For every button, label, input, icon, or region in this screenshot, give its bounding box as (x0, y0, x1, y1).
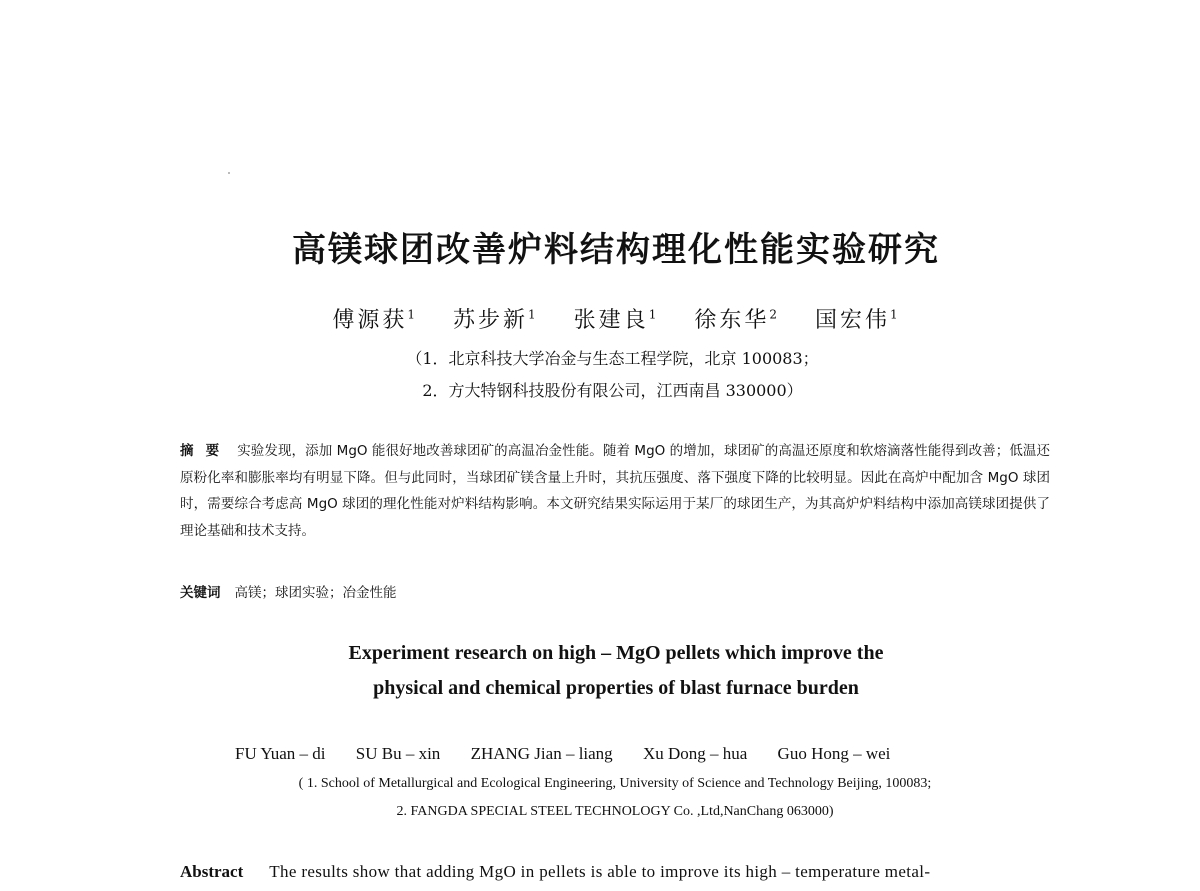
chinese-title: 高镁球团改善炉料结构理化性能实验研究 (292, 230, 940, 270)
chinese-keywords (180, 581, 397, 601)
author-affiliation-mark: 2 (769, 307, 777, 322)
english-abstract (180, 862, 1060, 882)
chinese-author (453, 308, 536, 333)
author-name: 傅源获 (332, 308, 408, 333)
english-affiliation-1: ( 1. School of Metallurgical and Ecological Engineering, University of Science and Technology Beijing, 100083; (298, 776, 932, 791)
chinese-affiliation-2: 2．方大特钢科技股份有限公司，江西南昌 330000） (422, 381, 803, 400)
chinese-abstract-label: 摘要 (180, 443, 232, 459)
author-name: 张建良 (573, 308, 649, 333)
chinese-author (694, 308, 777, 333)
chinese-affiliation-1: （1．北京科技大学冶金与生态工程学院，北京 100083； (406, 349, 819, 368)
english-author: FU Yuan – di (235, 744, 326, 763)
author-affiliation-mark: 1 (890, 307, 898, 322)
english-author: SU Bu – xin (355, 744, 441, 763)
english-affiliation-2: 2. FANGDA SPECIAL STEEL TECHNOLOGY Co. ,Ltd,NanChang 063000) (396, 804, 834, 819)
chinese-abstract-text: 实验发现，添加 MgO 能很好地改善球团矿的高温冶金性能。随着 MgO 的增加，球团矿的高温还原度和软熔滴落性能得到改善；低温还原粉化率和膨胀率均有明显下降。但与此同时，当球团矿镁含量上升时，其抗压强度、落下强度下降的比较明显。因此在高炉中配加含 MgO 球团时，需要综合考虑高 MgO 球团的理化性能对炉料结构影响。本文研究结果实际运用于某厂的球团生产，为其高炉炉料结构中添加高镁球团提供了理论基础和技术支持。 (180, 443, 1051, 539)
chinese-abstract (180, 438, 1050, 544)
author-name: 苏步新 (453, 308, 529, 333)
english-author: ZHANG Jian – liang (470, 744, 613, 763)
english-abstract-text: The results show that adding MgO in pellets is able to improve its high – temperature metal- (269, 862, 931, 881)
author-name: 徐东华 (694, 308, 770, 333)
chinese-author (815, 308, 898, 333)
author-affiliation-mark: 1 (648, 307, 657, 322)
english-author-list (235, 744, 1015, 764)
english-abstract-label: Abstract (180, 862, 244, 881)
author-affiliation-mark: 1 (528, 307, 536, 322)
chinese-author-list (0, 303, 1200, 334)
chinese-author (332, 308, 415, 333)
english-title-line-1: Experiment research on high – MgO pellets which improve the (348, 642, 884, 664)
author-name: 国宏伟 (814, 308, 890, 333)
english-title-line-2: physical and chemical properties of blast furnace burden (373, 677, 859, 699)
english-author: Xu Dong – hua (642, 744, 748, 763)
chinese-keywords-text: 高镁；球团实验；冶金性能 (234, 585, 397, 601)
english-author: Guo Hong – wei (777, 744, 891, 763)
author-affiliation-mark: 1 (407, 307, 416, 322)
scan-speck (228, 172, 230, 174)
chinese-keywords-label: 关键词 (180, 585, 221, 601)
chinese-author (574, 308, 657, 333)
